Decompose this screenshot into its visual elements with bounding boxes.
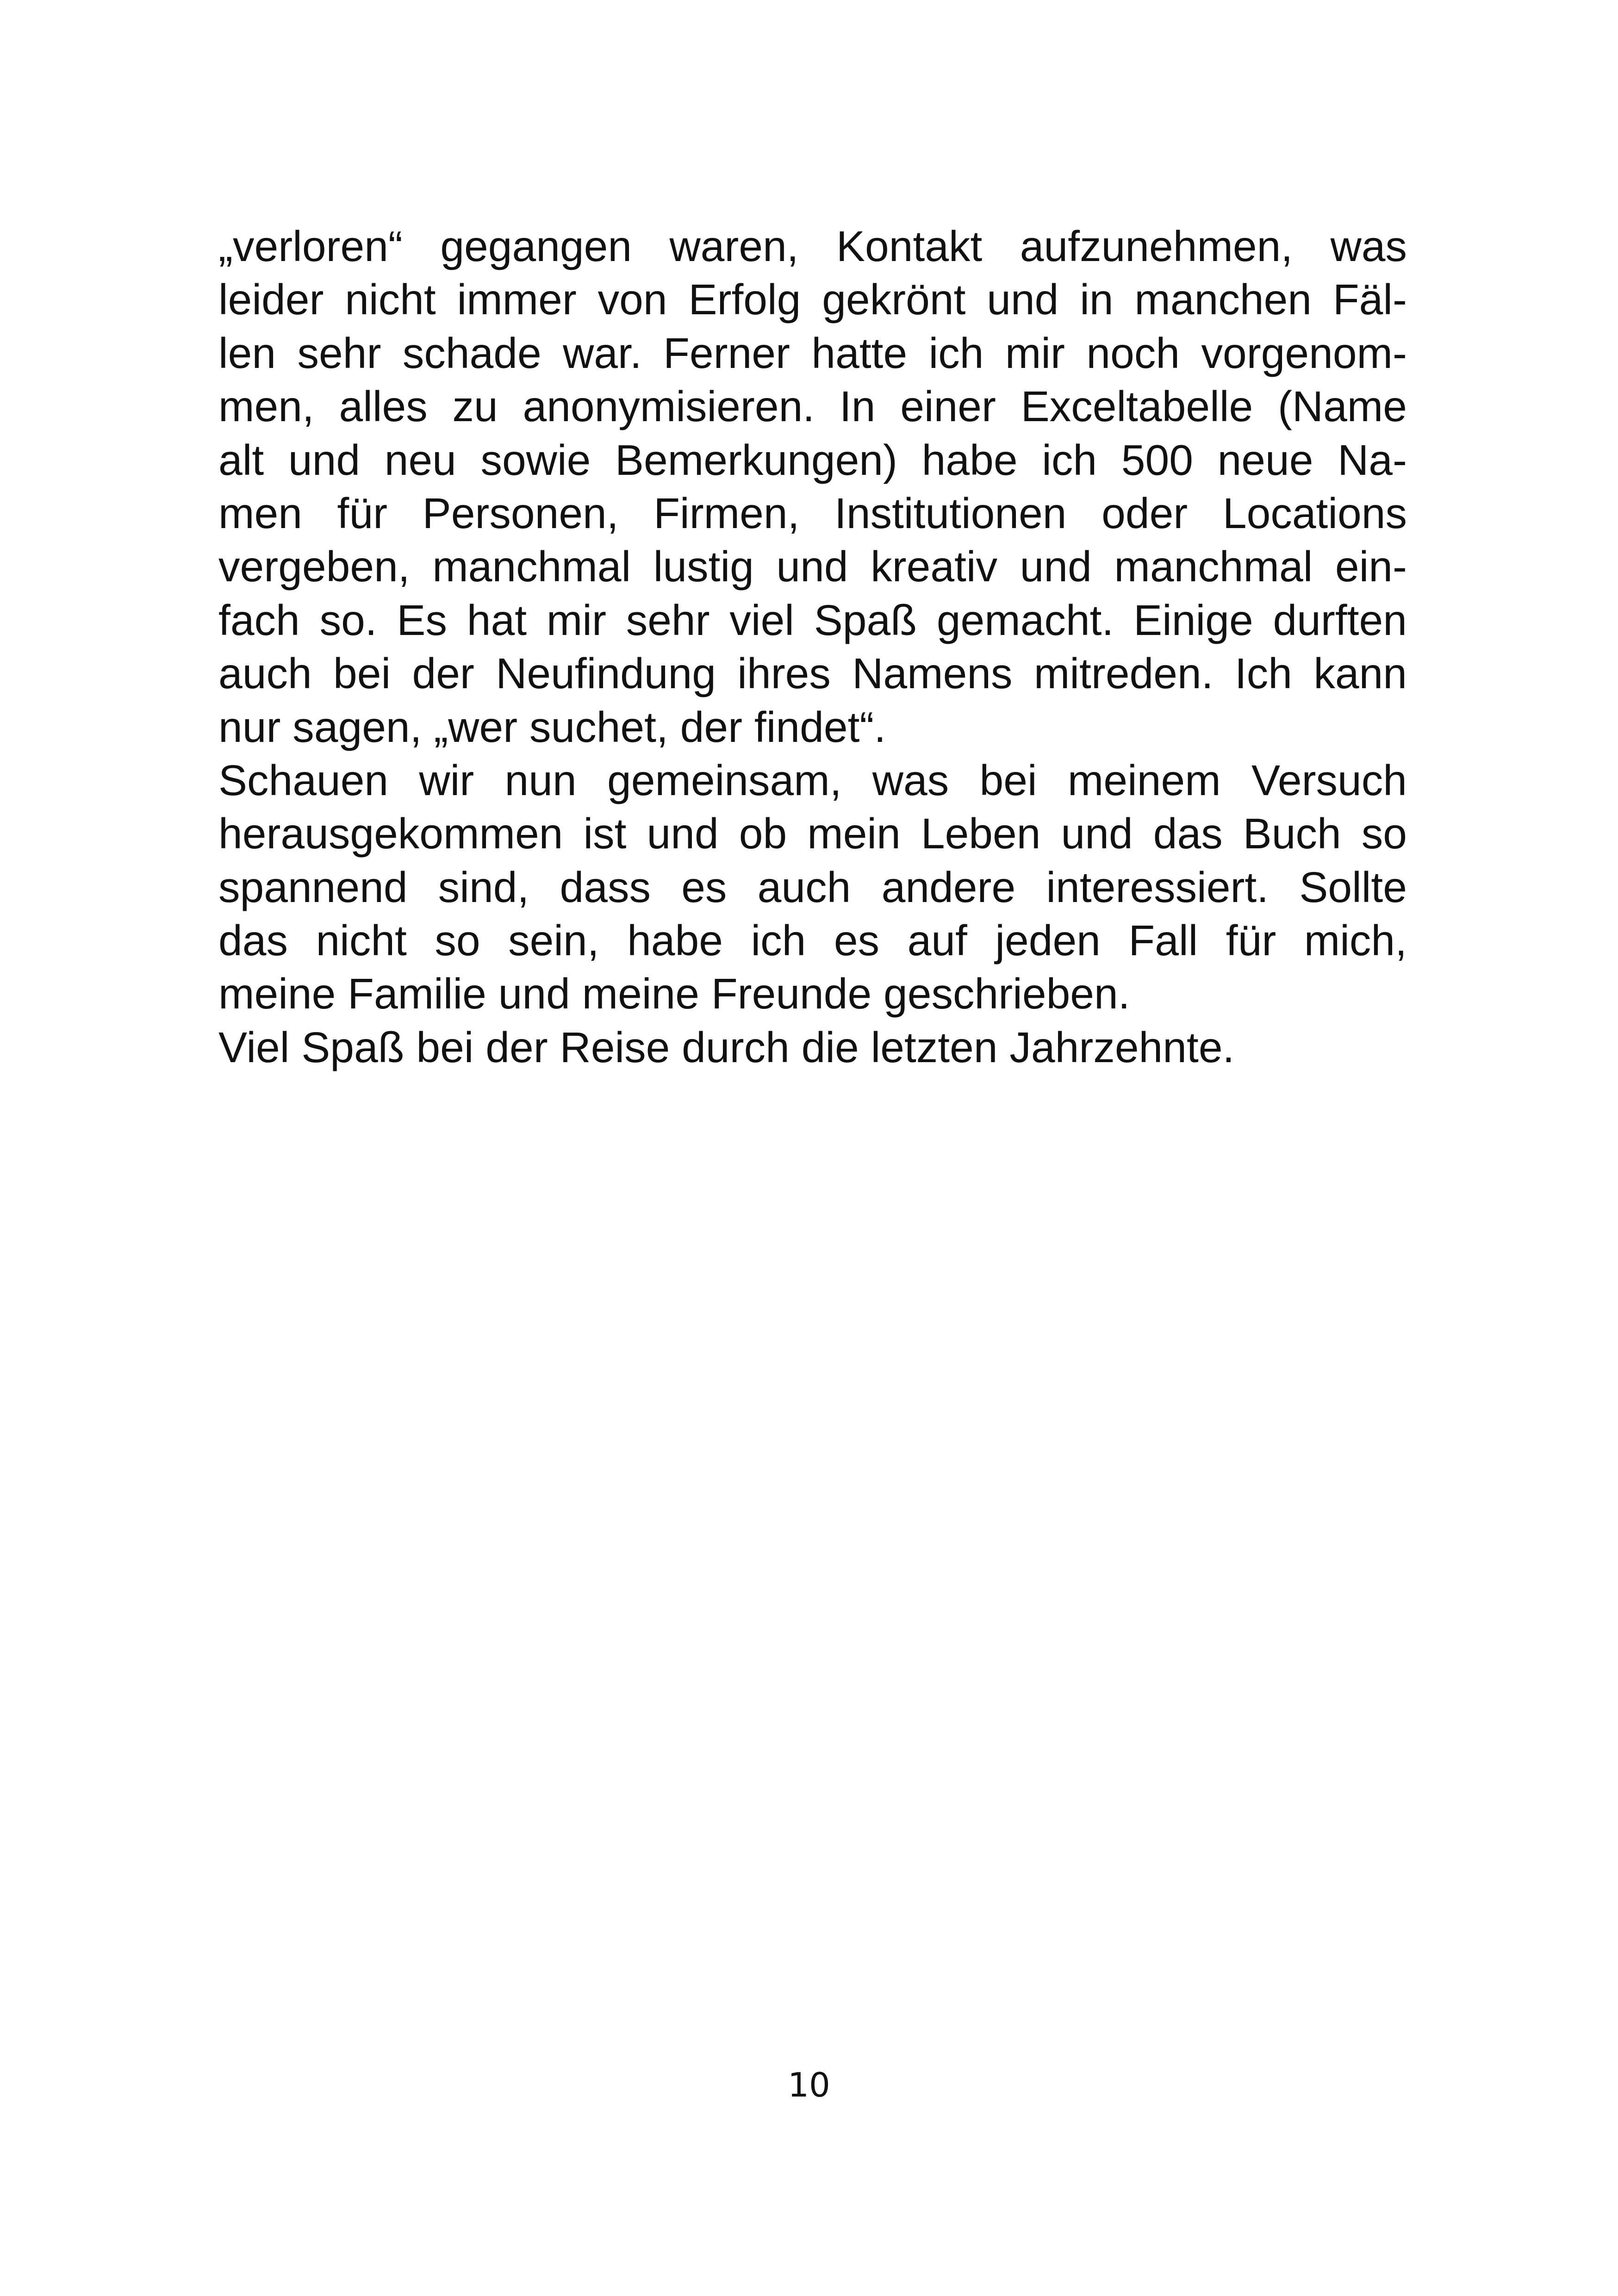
text-line-6: men für Personen, Firmen, Institutionen oder Locations — [218, 489, 1407, 537]
text-line-4: men, alles zu anonymisieren. In einer Exceltabelle (Name — [218, 382, 1407, 431]
text-line-12: herausgekommen ist und ob mein Leben und das Buch so — [218, 809, 1407, 858]
text-line-16: Viel Spaß bei der Reise durch die letzten Jahrzehnte. — [218, 1023, 1235, 1071]
text-line-14: das nicht so sein, habe ich es auf jeden Fall für mich, — [218, 916, 1407, 965]
text-line-11: Schauen wir nun gemeinsam, was bei meinem Versuch — [218, 756, 1407, 804]
text-line-7: vergeben, manchmal lustig und kreativ und manchmal ein- — [218, 542, 1407, 591]
page-number: 10 — [788, 2066, 830, 2104]
body-text — [218, 220, 1407, 1074]
text-line-8: fach so. Es hat mir sehr viel Spaß gemacht. Einige durften — [218, 596, 1407, 644]
text-line-2: leider nicht immer von Erfolg gekrönt und in manchen Fäl- — [218, 275, 1407, 324]
text-line-13: spannend sind, dass es auch andere interessiert. Sollte — [218, 863, 1407, 911]
text-line-10: nur sagen, „wer suchet, der findet“. — [218, 703, 886, 751]
text-line-9: auch bei der Neufindung ihres Namens mitreden. Ich kann — [218, 649, 1407, 698]
text-line-15: meine Familie und meine Freunde geschrieben. — [218, 970, 1130, 1018]
text-line-5: alt und neu sowie Bemerkungen) habe ich 500 neue Na- — [218, 436, 1407, 484]
text-line-3: len sehr schade war. Ferner hatte ich mir noch vorgenom- — [218, 329, 1407, 377]
text-line-1: „verloren“ gegangen waren, Kontakt aufzunehmen, was — [218, 222, 1407, 270]
